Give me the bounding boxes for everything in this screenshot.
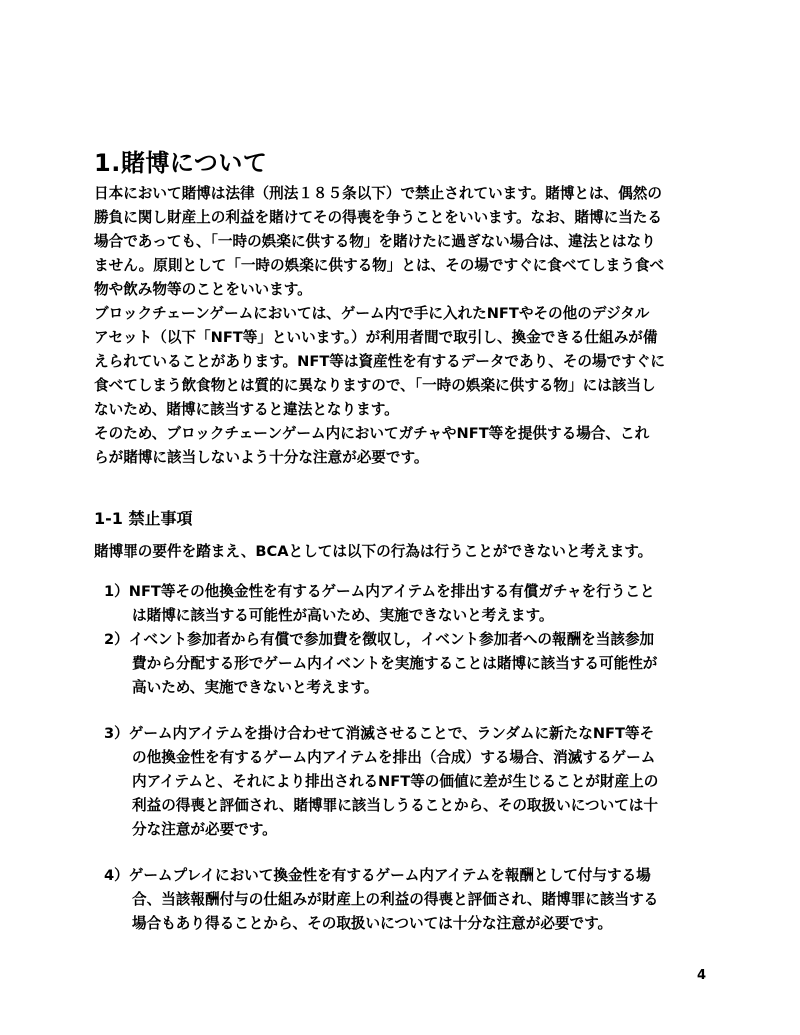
paragraph-line: 物や飲み物等のことをいいます。 bbox=[94, 281, 312, 298]
item-line: 費から分配する形でゲーム内イベントを実施することは賭博に該当する可能性が bbox=[132, 655, 658, 672]
paragraph-line: 場合であっても、「一時の娯楽に供する物」を賭けたに過ぎない場合は、違法とはなり bbox=[94, 233, 656, 250]
item-line: 分な注意が必要です。 bbox=[132, 821, 277, 838]
section-title: 1.賭博について bbox=[94, 149, 268, 177]
item-line: 場合もあり得ることから、その取扱いについては十分な注意が必要です。 bbox=[132, 915, 613, 932]
page-number: 4 bbox=[697, 968, 707, 983]
item-line: 2）イベント参加者から有償で参加費を徴収し，イベント参加者への報酬を当該参加 bbox=[104, 631, 655, 648]
paragraph-line: ないため、賭博に該当すると違法となります。 bbox=[94, 401, 399, 418]
item-line: 内アイテムと、それにより排出されるNFT等の価値に差が生じることが財産上の bbox=[132, 773, 659, 790]
prohibited-item-3 bbox=[104, 722, 714, 842]
paragraph-line: 勝負に関し財産上の利益を賭けてその得喪を争うことをいいます。なお、賭博に当たる bbox=[94, 209, 662, 226]
item-line: 1）NFT等その他換金性を有するゲーム内アイテムを排出する有償ガチャを行うこと bbox=[104, 583, 655, 600]
item-line: 3）ゲーム内アイテムを掛け合わせて消滅させることで、ランダムに新たなNFT等そ bbox=[104, 725, 655, 742]
section-paragraph bbox=[94, 182, 719, 470]
prohibited-item-1 bbox=[104, 580, 714, 628]
paragraph-line: アセット（以下「NFT等」といいます。）が利用者間で取引し、換金できる仕組みが備 bbox=[94, 329, 658, 346]
paragraph-line: そのため、ブロックチェーンゲーム内においてガチャやNFT等を提供する場合、これ bbox=[94, 425, 650, 442]
prohibited-item-4 bbox=[104, 864, 714, 936]
paragraph-line: 食べてしまう飲食物とは質的に異なりますので、「一時の娯楽に供する物」には該当し bbox=[94, 377, 656, 394]
item-line: 利益の得喪と評価され、賭博罪に該当しうることから、その取扱いについては十 bbox=[132, 797, 658, 814]
paragraph-line: えられていることがあります。NFT等は資産性を有するデータであり、その場ですぐに bbox=[94, 353, 665, 370]
paragraph-line: らが賭博に該当しないよう十分な注意が必要です。 bbox=[94, 449, 429, 466]
paragraph-line: ません。原則として「一時の娯楽に供する物」とは、その場ですぐに食べてしまう食べ bbox=[94, 257, 665, 274]
item-line: 合、当該報酬付与の仕組みが財産上の利益の得喪と評価され、賭博罪に該当する bbox=[132, 891, 659, 908]
paragraph-line: 日本において賭博は法律（刑法１８５条以下）で禁止されています。賭博とは、偶然の bbox=[94, 185, 662, 202]
subsection-intro: 賭博罪の要件を踏まえ、BCAとしては以下の行為は行うことができないと考えます。 bbox=[94, 543, 653, 560]
item-line: は賭博に該当する可能性が高いため、実施できないと考えます。 bbox=[132, 607, 554, 624]
item-line: 高いため、実施できないと考えます。 bbox=[132, 679, 379, 696]
prohibited-item-2 bbox=[104, 628, 714, 700]
subsection-title: 1-1 禁止事項 bbox=[94, 509, 193, 528]
paragraph-line: ブロックチェーンゲームにおいては、ゲーム内で手に入れたNFTやその他のデジタル bbox=[94, 305, 650, 322]
item-line: の他換金性を有するゲーム内アイテムを排出（合成）する場合、消滅するゲーム bbox=[132, 749, 656, 766]
item-line: 4）ゲームプレイにおいて換金性を有するゲーム内アイテムを報酬として付与する場 bbox=[104, 867, 651, 884]
